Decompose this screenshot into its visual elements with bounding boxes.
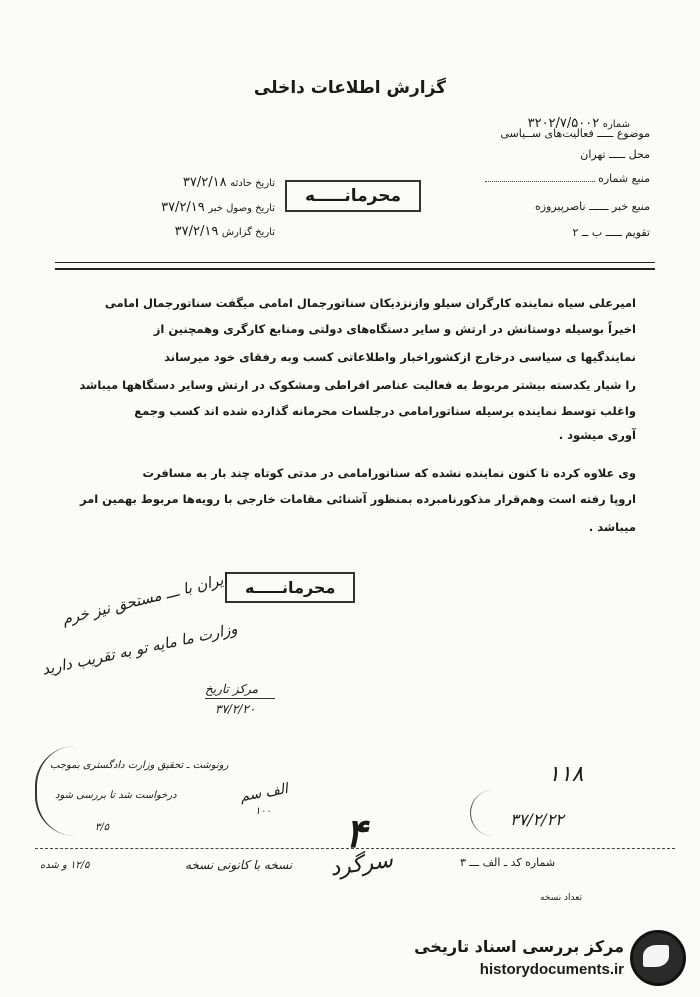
report-number-label: شماره [602,119,630,130]
subject-field [500,127,650,140]
body-line: نمایندگیها ی سیاسی درخارج ازکشوراخبار واطلاعاتی کسب وبه رفقای خود میرساند [164,350,636,364]
handwritten-note-line2: وزارت ما مایه تو به تقریب دارید [40,619,239,679]
handwritten-note-line1: ایران با ـــ مستحق نیز خرم [60,569,230,629]
incident-date-value: ۳۷/۲/۱۸ [182,175,227,190]
body-line: اخیراً بوسیله دوستانش در ارتش و سایر دستگاه‌های دولتی ومنابع کارگری وهمچنین از [153,322,636,336]
report-date-value: ۳۷/۲/۱۹ [174,224,219,239]
body-line: امیرعلی سیاه نماینده کارگران سیلو وازنزدیکان سناتورجمال امامی میگفت سناتورجمال امامی [104,296,636,310]
handwritten-date: ۳۷/۲/۲۲ [510,810,564,829]
margin-note: رونوشت ـ تحقیق وزارت دادگستری بموجب [50,760,229,771]
divider-top-thick [55,268,655,270]
alef-label: الف سم [238,780,290,806]
received-date-field [95,200,275,215]
location-field [580,148,650,161]
source-number-field [450,172,650,185]
note-date-underline [205,698,275,699]
margin-date: ۳/۵ [95,822,110,833]
copy-label: نسخه با کانونی نسخه [185,858,293,872]
handwritten-note-line3: مرکز تاریخ [205,682,259,696]
margin-note-2: درخواست شد تا بررسی شود [55,790,177,801]
confidential-stamp-bottom: محرمانـــــه [225,572,355,603]
watermark-org: مرکز بررسی اسناد تاریخی [414,937,624,956]
evaluation-field [572,226,650,239]
report-number-value: ۳۲۰۲/۷/۵۰۰۲ [527,116,600,131]
received-date-label: تاریخ وصول خبر [208,203,275,214]
handwritten-number: ۱۱۸ [548,762,584,787]
evaluation-value: تقویم ـــــ ب ــ ۲ [572,226,650,239]
copies-count-label: تعداد نسخه [540,893,583,903]
archive-logo-icon [630,930,686,986]
body-line: آوری میشود . [558,428,636,442]
incident-date-field [95,175,275,190]
news-source-value: منبع خبر ــــــ ناصرپیروزه [534,200,650,213]
alef-number: ۱۰۰ [255,806,272,817]
location-value: محل ـــــ تهران [580,148,650,161]
watermark-site: historydocuments.ir [479,961,624,978]
date-bracket [470,790,621,836]
handwritten-note-date: ۳۷/۲/۲۰ [215,702,256,716]
source-number-value: منبع شماره [598,172,650,185]
body-line: را شیار یکدسته بیشتر مربوط به فعالیت عناصر افراطی ومشکوک در ارتش وسایر دستگاهها میباشد [79,378,636,392]
body-line: اروپا رفته است وهم‌قرار مذکورنامبرده بمنظور آشنائی مقامات خارجی با رویه‌ها مربوط بهمین امر [79,492,636,506]
divider-top [55,262,655,263]
body-line: واغلب توسط نماینده برسیله سناتورامامی درجلسات محرمانه گذارده شده اند کسب وجمع [134,404,636,418]
confidential-stamp-top: محرمانـــــه [285,180,421,212]
body-line: میباشد . [588,520,636,534]
news-source-field [535,200,650,213]
margin-bracket [35,746,197,836]
handwritten-four: ۴ [345,810,367,857]
report-date-field [95,224,275,239]
divider-bottom [35,848,675,849]
report-date-label: تاریخ گزارش [221,227,275,238]
received-date-value: ۳۷/۲/۱۹ [161,200,205,215]
signature: سرگرد [328,847,395,882]
copy-number-label: شماره کد ـ الف ـــ ۳ [460,856,556,869]
body-line: وی علاوه کرده تا کنون نماینده نشده که سناتورامامی در مدتی کوتاه چند بار به مسافرت [142,466,636,480]
subject-value: موضوع ـــــ فعالیت‌های ســیاسی [500,127,650,140]
report-title: گزارش اطلاعات داخلی [253,78,447,98]
incident-date-label: تاریخ حادثه [230,178,275,189]
bottom-left-note: ۱۲/۵ و شده [40,860,90,871]
